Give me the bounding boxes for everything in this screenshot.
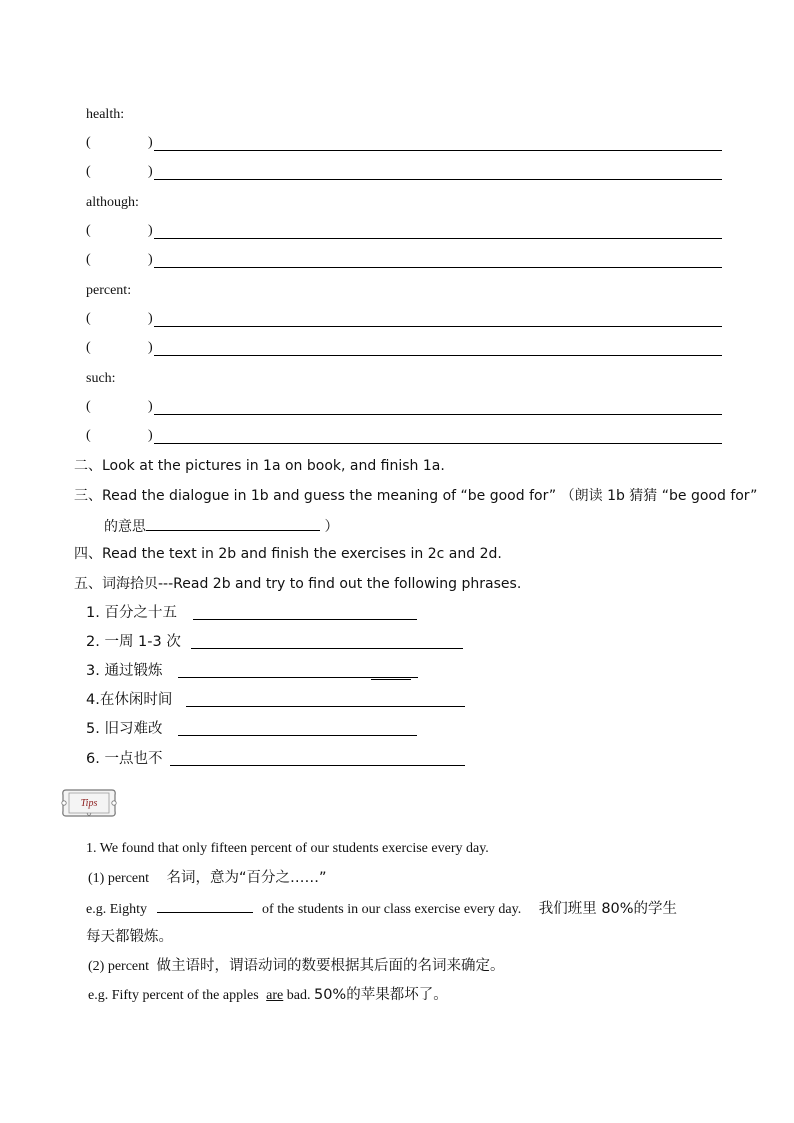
section-3-suffix: ） — [320, 519, 339, 535]
paren-open: ( — [86, 340, 91, 355]
phrase-label: 6. 一点也不 — [86, 751, 163, 767]
paren-open: ( — [86, 311, 91, 326]
answer-rule — [154, 355, 722, 356]
tip-2-example-cn: 50%的苹果都坏了。 — [313, 987, 448, 1003]
phrase-item — [86, 750, 162, 768]
section-5: 五、词海拾贝---Read 2b and try to find out the following phrases. — [74, 576, 522, 592]
paren-close: ) — [148, 399, 153, 414]
phrase-label: 3. 通过锻炼 — [86, 663, 163, 679]
tip-2-example-verb: are — [266, 988, 284, 1003]
tip-2-example-a: e.g. Fifty percent of the apples — [88, 988, 259, 1003]
vocab-word-although: although: — [86, 195, 139, 210]
section-3-prefix: 的意思 — [104, 519, 146, 535]
tip-2-explanation: 做主语时，谓语动词的数要根据其后面的名词来确定。 — [156, 958, 505, 974]
answer-rule — [154, 238, 722, 239]
vocab-word-health: health: — [86, 107, 125, 122]
answer-rule — [154, 150, 722, 151]
phrase-blank-extra — [371, 679, 411, 680]
phrase-blank[interactable] — [186, 692, 465, 707]
answer-line[interactable] — [86, 340, 722, 358]
phrase-item — [86, 662, 162, 680]
paren-close: ) — [148, 428, 153, 443]
vocab-word-such: such: — [86, 371, 116, 386]
section-4: 四、Read the text in 2b and finish the exercises in 2c and 2d. — [74, 546, 502, 562]
example-blank[interactable] — [157, 898, 253, 913]
tip-1-example-cn: 我们班里 80%的学生 — [538, 901, 678, 917]
answer-line[interactable] — [86, 164, 722, 182]
answer-rule — [154, 326, 722, 327]
phrase-item — [86, 691, 172, 709]
phrase-blank[interactable] — [178, 721, 417, 736]
answer-line[interactable] — [86, 252, 722, 270]
phrase-item — [86, 720, 162, 738]
tips-badge-label: Tips — [80, 798, 98, 809]
phrase-item — [86, 633, 181, 651]
tip-1-heading — [88, 869, 327, 888]
tip-sentence: 1. We found that only fifteen percent of our students exercise every day. — [86, 841, 489, 856]
tips-frame-icon — [60, 786, 118, 820]
answer-rule — [154, 267, 722, 268]
tip-1-example-cn-cont: 每天都锻炼。 — [86, 929, 173, 945]
tip-1-explanation: 名词，意为“百分之……” — [166, 870, 327, 886]
tip-2-term: (2) percent — [88, 959, 150, 974]
answer-line[interactable] — [86, 428, 722, 446]
phrase-blank[interactable] — [193, 605, 417, 620]
paren-close: ) — [148, 164, 153, 179]
tip-1-example-b: of the students in our class exercise every day. — [262, 902, 522, 917]
paren-open: ( — [86, 164, 91, 179]
tips-badge — [60, 786, 118, 820]
paren-close: ) — [148, 135, 153, 150]
answer-rule — [154, 179, 722, 180]
phrase-label: 5. 旧习难改 — [86, 721, 163, 737]
section-3-line1: 三、Read the dialogue in 1b and guess the meaning of “be good for” （朗读 1b 猜猜 “be good for” — [74, 488, 758, 504]
paren-open: ( — [86, 252, 91, 267]
phrase-blank[interactable] — [178, 663, 418, 678]
section-2: 二、Look at the pictures in 1a on book, and finish 1a. — [74, 458, 445, 474]
paren-close: ) — [148, 223, 153, 238]
answer-line[interactable] — [86, 311, 722, 329]
answer-line[interactable] — [86, 135, 722, 153]
phrase-blank[interactable] — [191, 634, 463, 649]
paren-close: ) — [148, 252, 153, 267]
paren-open: ( — [86, 428, 91, 443]
paren-open: ( — [86, 399, 91, 414]
phrase-label: 4.在休闲时间 — [86, 692, 173, 708]
tip-2-example-b: bad. — [286, 988, 311, 1003]
phrase-label: 2. 一周 1-3 次 — [86, 634, 181, 650]
paren-close: ) — [148, 340, 153, 355]
vocab-word-percent: percent: — [86, 283, 132, 298]
answer-line[interactable] — [86, 223, 722, 241]
answer-rule — [154, 443, 722, 444]
paren-open: ( — [86, 135, 91, 150]
tip-2-heading — [88, 957, 505, 976]
phrase-blank[interactable] — [170, 751, 465, 766]
section-3-line2 — [104, 516, 338, 536]
answer-line[interactable] — [86, 399, 722, 417]
meaning-blank[interactable] — [146, 516, 320, 531]
paren-open: ( — [86, 223, 91, 238]
tip-1-term: (1) percent — [88, 871, 150, 886]
tip-1-example-a: e.g. Eighty — [86, 902, 148, 917]
phrase-item — [86, 604, 177, 622]
paren-close: ) — [148, 311, 153, 326]
tip-1-example — [86, 898, 677, 919]
answer-rule — [154, 414, 722, 415]
phrase-label: 1. 百分之十五 — [86, 605, 177, 621]
tip-2-example — [88, 986, 448, 1005]
